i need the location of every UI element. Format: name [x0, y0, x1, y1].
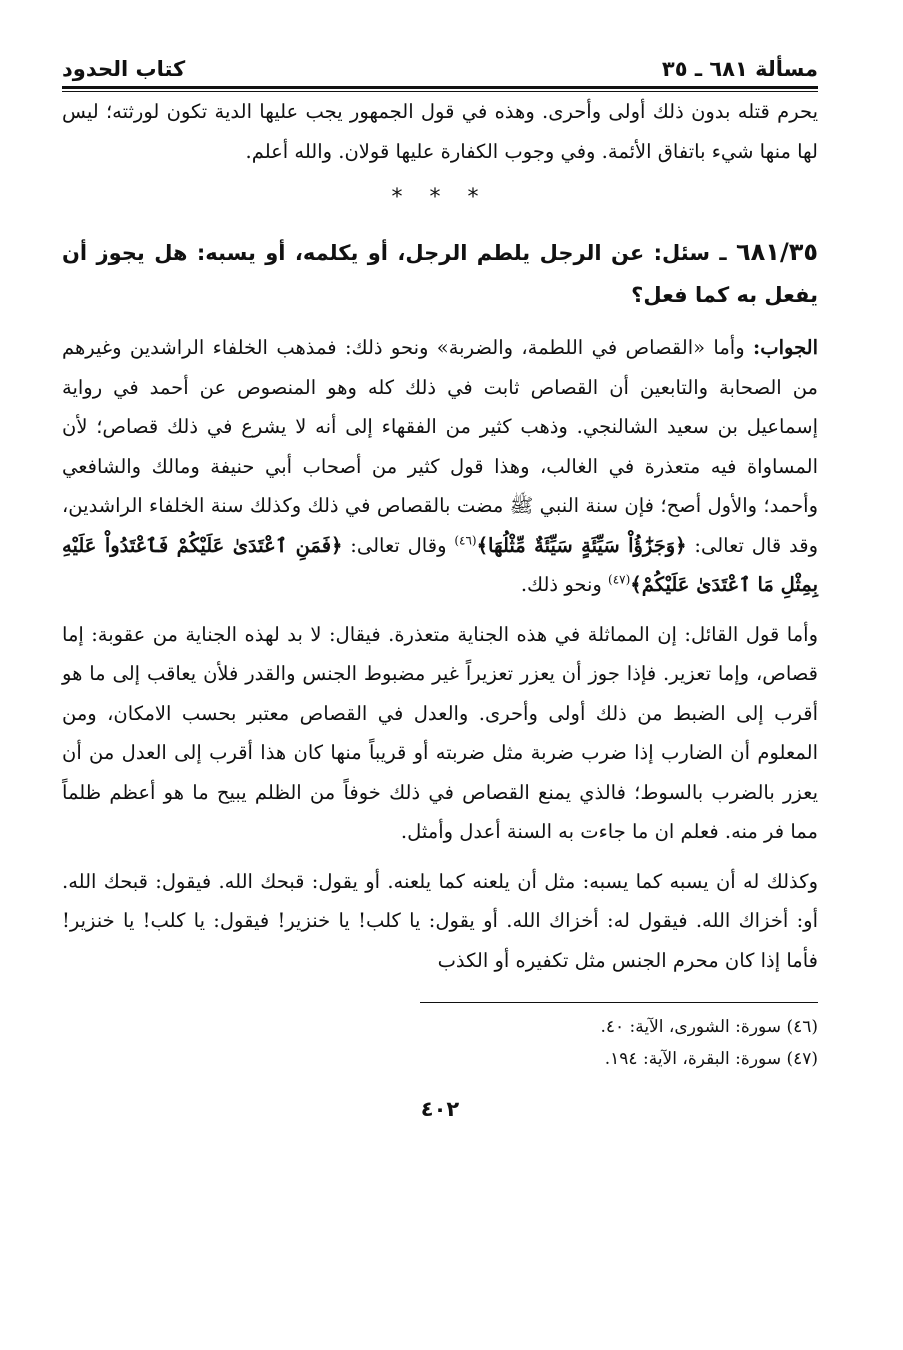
- paragraph-equivalence: وأما قول القائل: إن المماثلة في هذه الجناية متعذرة. فيقال: لا بد لهذه الجناية من عقوبة: إما قصاص، وإما تعزير. فإذا جوز أن يعزر تعزيراً غير مضبوط الجنس والقدر فلأن يعاقب إلى ما هو أقرب إلى الضبط من ذلك أولى وأحرى. والعدل في القصاص معتبر بحسب الامكان، ومن المعلوم أن الضارب إذا ضرب ضربة مثل ضربته أو قريباً منها كان هذا أقرب إلى العدل من أن يعزر بالضرب بالسوط؛ فالذي يمنع القصاص في ذلك خوفاً من الظلم يبيح ما هو أعظم ظلماً مما فر منه. فعلم ان ما جاءت به السنة أعدل وأمثل.: [62, 622, 818, 843]
- question-heading: [62, 231, 818, 316]
- paragraph-insult: وكذلك له أن يسبه كما يسبه: مثل أن يلعنه كما يلعنه. أو يقول: قبحك الله. فيقول: قبحك الله. أو: أخزاك الله. فيقول له: أخزاك الله. أو يقول: يا كلب! يا خنزير! فيقول: يا كلب! يا خنزير! فأما إذا كان محرم الجنس مثل تكفيره أو الكذب: [62, 869, 818, 972]
- footnote-ref-47: (٤٧): [608, 572, 631, 587]
- book-page: [62, 46, 818, 1121]
- answer-text-1: وأما «القصاص في اللطمة، والضربة» ونحو ذلك: فمذهب الخلفاء الراشدين وغيرهم من الصحابة والتابعين أن القصاص ثابت في ذلك كله وهو المنصوص عن أحمد في رواية إسماعيل بن سعيد الشالنجي. وذهب كثير من الفقهاء إلى أنه لا يشرع في ذلك قصاص؛ لأن المساواة فيه متعذرة في الغالب، وهذا قول كثير من أصحاب أبي حنيفة ومالك والشافعي وأحمد؛ والأول أصح؛ فإن سنة النبي ﷺ مضت بالقصاص في ذلك وكذلك سنة الخلفاء الراشدين، وقد قال تعالى:: [62, 336, 819, 557]
- running-header: [62, 46, 818, 84]
- footnote-47: (٤٧) سورة: البقرة، الآية: ١٩٤.: [604, 1049, 818, 1069]
- answer-text-3: ونحو ذلك.: [520, 573, 602, 596]
- footnotes: [62, 1011, 818, 1075]
- quran-verse-2: ﴿فَمَنِ ٱعْتَدَىٰ عَلَيْكُمْ فَٱعْتَدُواْ عَلَيْهِ بِمِثْلِ مَا ٱعْتَدَىٰ عَلَيْكُمْ﴾: [62, 533, 818, 596]
- header-rule-thick: [62, 86, 818, 89]
- quran-verse-1: ﴿وَجَزَٰٓؤُاْ سَيِّئَةٍ سَيِّئَةٌ مِّثْلُهَا﴾: [476, 533, 687, 557]
- footnote-46: (٤٦) سورة: الشورى، الآية: ٤٠.: [600, 1017, 818, 1037]
- intro-paragraph: يحرم قتله بدون ذلك أولى وأحرى. وهذه في قول الجمهور يجب عليها الدية تكون لورثته؛ ليس لها منها شيء باتفاق الأئمة. وفي وجوب الكفارة عليها قولان. والله أعلم.: [62, 100, 818, 163]
- header-issue-number: مسألة ٦٨١ ـ ٣٥: [661, 57, 818, 81]
- footnote-ref-46: (٤٦): [454, 533, 477, 547]
- answer-text-2: وقال تعالى:: [350, 533, 447, 557]
- footnote-separator: [420, 1002, 818, 1003]
- answer-label: الجواب:: [753, 336, 819, 359]
- answer-paragraph: [62, 328, 818, 605]
- question-number: ٦٨١/٣٥: [736, 238, 819, 266]
- page-number: ٤٠٢: [420, 1097, 460, 1121]
- question-text: ـ سئل: عن الرجل يلطم الرجل، أو يكلمه، أو يسبه: هل يجوز أن يفعل به كما فعل؟: [62, 241, 818, 307]
- section-separator: * * *: [391, 185, 489, 210]
- header-book-title: كتاب الحدود: [62, 57, 186, 81]
